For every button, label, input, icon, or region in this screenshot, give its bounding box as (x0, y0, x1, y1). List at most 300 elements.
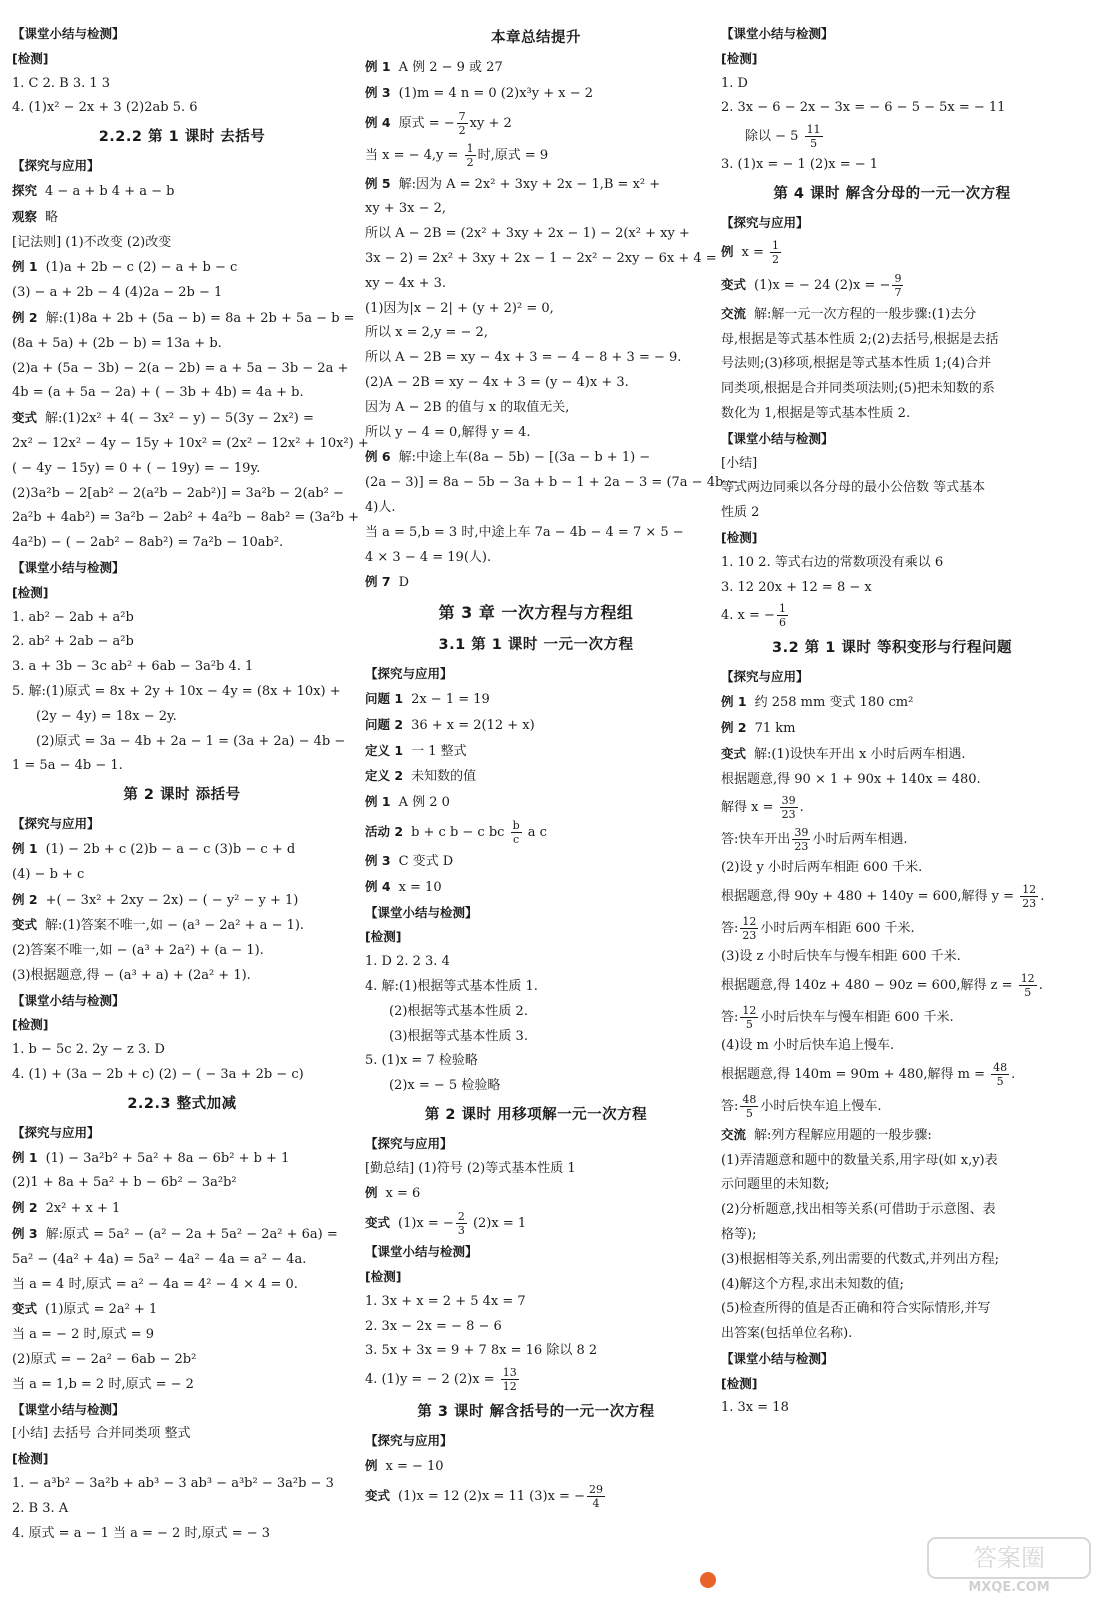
answer-line (721, 302, 1063, 328)
line-text: +( − 3x² + 2xy − 2x) − ( − y² − y + 1) (45, 892, 299, 908)
answer-line (721, 476, 1063, 501)
answer-line (365, 445, 707, 471)
answer-line (721, 452, 1063, 477)
fraction-numerator: 2 (457, 1210, 465, 1224)
line-text: (2)x = − 5 检验略 (389, 1078, 501, 1094)
answer-line (12, 457, 352, 482)
line-text: A 例 2 − 9 或 27 (398, 60, 503, 75)
line-text: 【探究与应用】 (721, 669, 809, 685)
answer-line (365, 1025, 707, 1050)
line-text: 2.2.2 第 1 课时 去括号 (98, 129, 266, 146)
line-text: (3)根据相等关系,列出需要的代数式,并列出方程; (721, 1251, 1000, 1267)
line-text: (1) − 3a²b² + 5a² + 8a − 6b² + b + 1 (45, 1150, 290, 1166)
line-text: 3. 5x + 3x = 9 + 7 8x = 16 除以 8 2 (365, 1343, 598, 1359)
fraction-numerator: 11 (806, 123, 821, 137)
line-text: 4. 解:(1)根据等式基本性质 1. (365, 978, 538, 994)
line-text: D (398, 575, 409, 591)
item-label: 观察 (12, 208, 38, 224)
item-label: 例 (365, 1185, 378, 1201)
subsection-label (12, 989, 352, 1014)
line-text: 1. − a³b² − 3a²b + ab³ − 3 ab³ − a³b² − 3a²b − 3 (12, 1476, 334, 1492)
answer-line (12, 754, 352, 779)
line-text: 第 2 课时 添括号 (123, 787, 241, 804)
line-text: (2a − 3)] = 8a − 5b − 3a + b − 1 + 2a − 3 = (7a − 4b − (365, 475, 739, 491)
fraction-numerator: b (512, 818, 520, 832)
answer-line (721, 600, 1063, 632)
line-text: 【课堂小结与检测】 (12, 26, 125, 41)
line-text: (2)1 + 8a + 5a² + b − 6b² − 3a²b² (12, 1175, 237, 1191)
answer-line (12, 964, 352, 989)
item-label: 例 2 (12, 1200, 38, 1216)
answer-line (12, 406, 352, 432)
line-text: 5. 解:(1)原式 = 8x + 2y + 10x − 4y = (8x + 10x) + (12, 683, 341, 699)
watermark-site-text: MXQE.COM (968, 1580, 1050, 1594)
line-text: 答:快车开出 (721, 832, 791, 848)
item-label: 问题 1 (365, 690, 404, 706)
line-text: [检测] (12, 584, 49, 600)
line-text-after: . (1011, 1066, 1016, 1082)
answer-line (12, 1522, 352, 1547)
section-heading (12, 121, 352, 154)
line-text: 根据题意,得 90y + 480 + 140y = 600,解得 y = (721, 889, 1019, 905)
item-label: 例 4 (365, 114, 391, 130)
line-text: 【课堂小结与检测】 (721, 26, 834, 41)
line-text: 1. b − 5c 2. 2y − z 3. D (12, 1042, 165, 1058)
section-heading (365, 629, 707, 662)
line-text: [小结] 去括号 合并同类项 整式 (12, 1426, 191, 1442)
line-text: 解得 x = (721, 800, 778, 816)
answer-line (721, 970, 1063, 1002)
answer-line (12, 1248, 352, 1273)
fraction-denominator: 5 (810, 137, 818, 151)
item-label: 交流 (721, 1126, 747, 1142)
answer-line (721, 1173, 1063, 1198)
subsection-label (12, 581, 352, 606)
line-text-after: a c (523, 824, 547, 840)
line-text-after: 小时后快车与慢车相距 600 千米. (760, 1009, 954, 1025)
line-text: [检测] (721, 1375, 758, 1391)
answer-line (12, 1171, 352, 1196)
fraction-denominator: 2 (772, 252, 780, 266)
subsection-label (365, 925, 707, 950)
line-text: [检测] (721, 50, 758, 66)
line-text: 4a²b) − ( − 2ab² − 8ab²) = 7a²b − 10ab². (12, 535, 284, 551)
line-text: 当 a = − 2 时,原式 = 9 (12, 1327, 155, 1343)
line-text: 因为 A − 2B 的值与 x 的取值无关, (365, 399, 570, 415)
line-text: 【课堂小结与检测】 (12, 1401, 125, 1417)
line-text: 36 + x = 2(12 + x) (411, 717, 535, 733)
line-text: 【探究与应用】 (365, 1433, 453, 1449)
answer-line (365, 875, 707, 901)
line-text: 所以 A − 2B = xy − 4x + 3 = − 4 − 8 + 3 = − 9. (365, 350, 682, 366)
line-text-after: 小时后两车相遇. (812, 832, 908, 848)
line-text: 当 a = 4 时,原式 = a² − 4a = 4² − 4 × 4 = 0. (12, 1276, 298, 1292)
line-text: 1. 3x = 18 (721, 1400, 789, 1416)
line-text: 2. ab² + 2ab − a²b (12, 634, 134, 650)
subsection-label (12, 812, 352, 837)
answer-line (12, 1038, 352, 1063)
answer-line (721, 945, 1063, 970)
answer-line (365, 1364, 707, 1396)
item-label: 探究 (12, 182, 38, 198)
item-label: 例 1 (12, 840, 38, 856)
line-text: 解:(1)答案不唯一,如 − (a³ − 2a² + a − 1). (45, 918, 305, 934)
fraction (457, 111, 468, 136)
line-text: [勤总结] (1)符号 (2)等式基本性质 1 (365, 1160, 576, 1176)
line-text: 5. (1)x = 7 检验略 (365, 1053, 478, 1069)
minus-sign: − (442, 1216, 454, 1232)
answer-line (365, 107, 707, 140)
subsection-label (365, 662, 707, 687)
answer-line (12, 1323, 352, 1348)
subsection-label (365, 1265, 707, 1290)
subsection-label (12, 47, 352, 72)
line-text: (2)3a²b − 2[ab² − 2(a²b − 2ab²)] = 3a²b − 2(ab² − (12, 485, 344, 501)
fraction-denominator: 5 (745, 1106, 753, 1120)
line-text: 【课堂小结与检测】 (721, 430, 834, 446)
item-label: 例 1 (12, 259, 38, 275)
line-text: 第 2 课时 用移项解一元一次方程 (424, 1106, 648, 1123)
line-text: 解:(1)8a + 2b + (5a − b) = 8a + 2b + 5a − b = (45, 310, 355, 326)
subsection-label (12, 1121, 352, 1146)
answer-line (12, 888, 352, 914)
line-text-after: (2)x = 1 (468, 1216, 527, 1232)
answer-line (365, 272, 707, 297)
line-text-after: 小时后两车相距 600 千米. (760, 921, 915, 937)
line-text: 性质 2 (721, 505, 760, 521)
line-text: A 例 2 0 (398, 795, 450, 811)
fraction-denominator: 4 (592, 1496, 600, 1510)
answer-line (12, 231, 352, 256)
answer-line (12, 730, 352, 755)
answer-line (12, 913, 352, 939)
line-text: 解:列方程解应用题的一般步骤: (754, 1127, 932, 1143)
line-text: 【探究与应用】 (12, 1124, 100, 1140)
line-text: (3)根据题意,得 − (a³ + a) + (2a² + 1). (12, 967, 251, 983)
fraction (991, 1062, 1009, 1087)
answer-line (12, 381, 352, 406)
subsection-label (721, 47, 1063, 72)
answer-line (721, 1034, 1063, 1059)
line-text: 4. 原式 = a − 1 当 a = − 2 时,原式 = − 3 (12, 1525, 271, 1541)
item-label: 定义 2 (365, 768, 404, 784)
answer-line (12, 863, 352, 888)
fraction (792, 827, 810, 852)
line-text: 一 1 整式 (411, 743, 467, 759)
answer-line (721, 1297, 1063, 1322)
answer-line (12, 837, 352, 863)
line-text: 【探究与应用】 (12, 158, 100, 174)
section-heading (12, 1088, 352, 1121)
fraction (805, 124, 823, 149)
answer-line (365, 197, 707, 222)
line-text: [检测] (365, 1269, 402, 1285)
subsection-label (12, 1447, 352, 1472)
line-text: 4 − a + b 4 + a − b (45, 183, 175, 199)
answer-line (365, 421, 707, 446)
line-text-after: . (1040, 889, 1045, 905)
line-text: 【课堂小结与检测】 (365, 1244, 478, 1260)
answer-line (365, 546, 707, 571)
answer-line (12, 680, 352, 705)
fraction (1019, 973, 1037, 998)
answer-line (365, 1480, 707, 1513)
line-text: [检测] (12, 1451, 49, 1467)
line-text: 1 = 5a − 4b − 1. (12, 758, 123, 774)
answer-line (365, 713, 707, 739)
line-text: (3) − a + 2b − 4 (4)2a − 2b − 1 (12, 285, 223, 301)
section-heading (365, 22, 707, 55)
line-text: 【课堂小结与检测】 (12, 559, 125, 575)
answer-line (365, 764, 707, 790)
line-text: (4)解这个方程,求出未知数的值; (721, 1276, 904, 1292)
item-label: 例 1 (365, 794, 391, 810)
line-text: 数化为 1,根据是等式基本性质 2. (721, 405, 911, 421)
answer-line (12, 630, 352, 655)
subsection-label (12, 1398, 352, 1423)
line-text-after: 小时后快车追上慢车. (760, 1098, 882, 1114)
answer-line (12, 1273, 352, 1298)
item-label: 例 4 (365, 878, 391, 894)
minus-sign: − (443, 115, 455, 131)
line-text: 【探究与应用】 (365, 666, 453, 682)
line-text: 1. 10 2. 等式右边的常数项没有乘以 6 (721, 554, 944, 570)
item-label: 例 1 (365, 59, 391, 74)
line-text: 3. (1)x = − 1 (2)x = − 1 (721, 157, 879, 173)
subsection-label (12, 154, 352, 179)
line-text: 解:解一元一次方程的一般步骤:(1)去分 (754, 306, 977, 322)
answer-line (12, 255, 352, 281)
answer-line (365, 570, 707, 596)
answer-line (365, 1454, 707, 1480)
answer-line (365, 371, 707, 396)
fraction-denominator: 5 (1024, 985, 1032, 999)
fraction (740, 1005, 758, 1030)
line-text: 号法则;(3)移项,根据是等式基本性质 1;(4)合并 (721, 356, 992, 372)
answer-line (721, 576, 1063, 601)
answer-line (12, 1222, 352, 1248)
fraction-denominator: c (513, 832, 520, 846)
answer-line (365, 1207, 707, 1240)
answer-line (721, 1091, 1063, 1123)
answer-line (721, 1002, 1063, 1034)
item-label: 变式 (365, 1487, 391, 1503)
answer-line (365, 1181, 707, 1207)
line-text: 解:(1)2x² + 4( − 3x² − y) − 5(3y − 2x²) = (45, 411, 314, 427)
answer-line (721, 1059, 1063, 1091)
line-text: 格等); (721, 1226, 757, 1242)
answer-line (365, 790, 707, 816)
answer-line (721, 551, 1063, 576)
line-text: 4b = (a + 5a − 2a) + ( − 3b + 4b) = 4a + b. (12, 385, 304, 401)
line-text: (5)检查所得的值是否正确和符合实际情形,并写 (721, 1301, 991, 1317)
line-text: 【课堂小结与检测】 (12, 992, 125, 1008)
line-text: 示问题里的未知数; (721, 1177, 830, 1193)
subsection-label (12, 22, 352, 47)
line-text: [小结] (721, 455, 758, 471)
line-text: [检测] (12, 1017, 49, 1033)
line-text: 3.2 第 1 课时 等积变形与行程问题 (772, 640, 1012, 657)
fraction-denominator: 12 (502, 1380, 517, 1394)
line-text: (1)m = 4 n = 0 (2)x³y + x − 2 (398, 85, 594, 101)
line-text: (4) − b + c (12, 866, 85, 882)
item-label: 变式 (12, 1301, 38, 1317)
answer-line (365, 1315, 707, 1340)
answer-line (12, 1297, 352, 1323)
answer-line (365, 81, 707, 107)
line-text: 2a²b + 4ab²) = 3a²b − 2ab² + 4a²b − 8ab² = (3a²b + (12, 510, 359, 526)
answer-line (365, 346, 707, 371)
line-text: 等式两边同乘以各分母的最小公倍数 等式基本 (721, 480, 986, 496)
answer-line (365, 222, 707, 247)
line-text: x = 10 (398, 879, 442, 895)
line-text: 【课堂小结与检测】 (365, 904, 478, 920)
answer-line (721, 768, 1063, 793)
line-text: 略 (45, 209, 59, 225)
answer-line (721, 1149, 1063, 1174)
answer-line (721, 1396, 1063, 1421)
answer-line (721, 881, 1063, 913)
line-text: (4)设 m 小时后快车追上慢车. (721, 1037, 895, 1053)
fraction-denominator: 2 (466, 155, 474, 169)
answer-line (12, 705, 352, 730)
item-label: 变式 (721, 745, 747, 761)
section-heading (721, 178, 1063, 211)
line-text: (2)A − 2B = xy − 4x + 3 = (y − 4)x + 3. (365, 374, 629, 390)
line-text: x = 6 (385, 1186, 421, 1202)
answer-line (721, 824, 1063, 856)
fraction (770, 240, 781, 265)
answer-line (12, 939, 352, 964)
line-text: 【探究与应用】 (365, 1135, 453, 1151)
fraction (1020, 884, 1038, 909)
item-label: 例 2 (12, 309, 38, 325)
watermark-main-text: 答案圈 (973, 1544, 1045, 1572)
line-text: 2x² − 12x² − 4y − 15y + 10x² = (2x² − 12x² + 10x²) + (12, 435, 369, 451)
fraction-numerator: 12 (742, 1003, 757, 1017)
answer-line (721, 96, 1063, 121)
line-text: (1)原式 = 2a² + 1 (45, 1302, 158, 1318)
subsection-label (721, 526, 1063, 551)
minus-sign: − (879, 277, 891, 293)
line-text: 4. (1)y = − 2 (2)x = (365, 1372, 499, 1388)
line-text: 1. D (721, 75, 748, 91)
line-text: (3)根据等式基本性质 3. (389, 1028, 528, 1044)
line-text: 4. (1) + (3a − 2b + c) (2) − ( − 3a + 2b − c) (12, 1067, 304, 1083)
line-text: 5a² − (4a² + 4a) = 5a² − 4a² − 4a = a² − 4a. (12, 1251, 307, 1267)
line-text: 解:原式 = 5a² − (a² − 2a + 5a² − 2a² + 6a) = (45, 1227, 338, 1243)
line-text: 2.2.3 整式加减 (127, 1095, 237, 1112)
fraction-denominator: 2 (458, 123, 466, 137)
line-text: (2)答案不唯一,如 − (a³ + 2a²) + (a − 1). (12, 943, 264, 959)
answer-line (721, 121, 1063, 153)
fraction-denominator: 6 (778, 616, 786, 630)
line-text: 4. (1)x² − 2x + 3 (2)2ab 5. 6 (12, 100, 198, 116)
section-heading (365, 596, 707, 629)
line-text: (2)a + (5a − 3b) − 2(a − 2b) = a + 5a − 3b − 2a + (12, 360, 349, 376)
item-label: 例 3 (365, 852, 391, 868)
answer-line (12, 1063, 352, 1088)
item-label: 例 5 (365, 175, 391, 191)
line-text: 答: (721, 921, 739, 937)
line-text: 4)人. (365, 499, 396, 515)
line-text: 约 258 mm 变式 180 cm² (754, 695, 914, 711)
item-label: 变式 (721, 276, 747, 292)
fraction-denominator: 5 (996, 1074, 1004, 1088)
line-text: 当 a = 5,b = 3 时,中途上车 7a − 4b − 4 = 7 × 5 − (365, 524, 684, 540)
answer-line (365, 1290, 707, 1315)
answer-line (365, 140, 707, 172)
line-text: C 变式 D (398, 853, 454, 869)
answer-line (721, 1273, 1063, 1298)
page-corner-mark (700, 1572, 716, 1588)
answer-line (721, 236, 1063, 269)
fraction (740, 916, 758, 941)
line-text: 根据题意,得 90 × 1 + 90x + 140x = 480. (721, 771, 981, 787)
answer-line (12, 1422, 352, 1447)
answer-line (12, 432, 369, 457)
answer-line (365, 521, 707, 546)
line-text: [检测] (12, 50, 49, 66)
answer-line (12, 179, 352, 205)
answer-line (721, 501, 1063, 526)
line-text: (1)x = 12 (2)x = 11 (3)x = (398, 1488, 575, 1504)
answer-line (12, 332, 352, 357)
line-text: 所以 y − 4 = 0,解得 y = 4. (365, 424, 531, 440)
answer-line (365, 1074, 707, 1099)
line-text: (8a + 5a) + (2b − b) = 13a + b. (12, 335, 222, 351)
line-text-after: . (1038, 977, 1043, 993)
section-heading (365, 1396, 707, 1429)
line-text: (1)因为|x − 2| + (y + 2)² = 0, (365, 300, 554, 316)
item-label: 例 (365, 1458, 378, 1474)
line-text: 【探究与应用】 (12, 816, 100, 832)
answer-line (721, 1123, 1063, 1149)
line-text: 解:(1)设快车开出 x 小时后两车相遇. (754, 746, 966, 762)
answer-line (721, 328, 1063, 353)
line-text: 4. x = (721, 608, 765, 624)
line-text: (1)a + 2b − c (2) − a + b − c (45, 260, 238, 276)
line-text: xy + 3x − 2, (365, 201, 446, 217)
line-text: 第 3 课时 解含括号的一元一次方程 (417, 1404, 655, 1421)
line-text: x = (741, 244, 769, 260)
item-label: 例 6 (365, 449, 391, 465)
line-text: 答: (721, 1009, 739, 1025)
section-heading (721, 632, 1063, 665)
item-label: 例 (721, 243, 734, 259)
item-label: 例 1 (12, 1149, 38, 1165)
line-text: 2. B 3. A (12, 1500, 69, 1516)
answer-line (365, 297, 707, 322)
fraction (456, 1211, 467, 1236)
line-text: 根据题意,得 140m = 90m + 480,解得 m = (721, 1066, 990, 1082)
fraction-denominator: 7 (894, 285, 902, 299)
line-text: 3. a + 3b − 3c ab² + 6ab − 3a²b 4. 1 (12, 659, 254, 675)
fraction-numerator: 1 (466, 141, 474, 155)
subsection-label (12, 556, 352, 581)
fraction-numerator: 39 (794, 826, 809, 840)
line-text: 解:中途上车(8a − 5b) − [(3a − b + 1) − (398, 450, 651, 466)
line-text: 1. C 2. B 3. 1 3 (12, 75, 111, 91)
item-label: 例 3 (365, 84, 391, 100)
answer-line (12, 205, 352, 231)
fraction (780, 795, 798, 820)
answer-line (365, 687, 707, 713)
answer-line (12, 482, 352, 507)
line-text: 2. 3x − 2x = − 8 − 6 (365, 1318, 502, 1334)
answer-line (365, 396, 707, 421)
line-text: ( − 4y − 15y) = 0 + ( − 19y) = − 19y. (12, 460, 261, 476)
